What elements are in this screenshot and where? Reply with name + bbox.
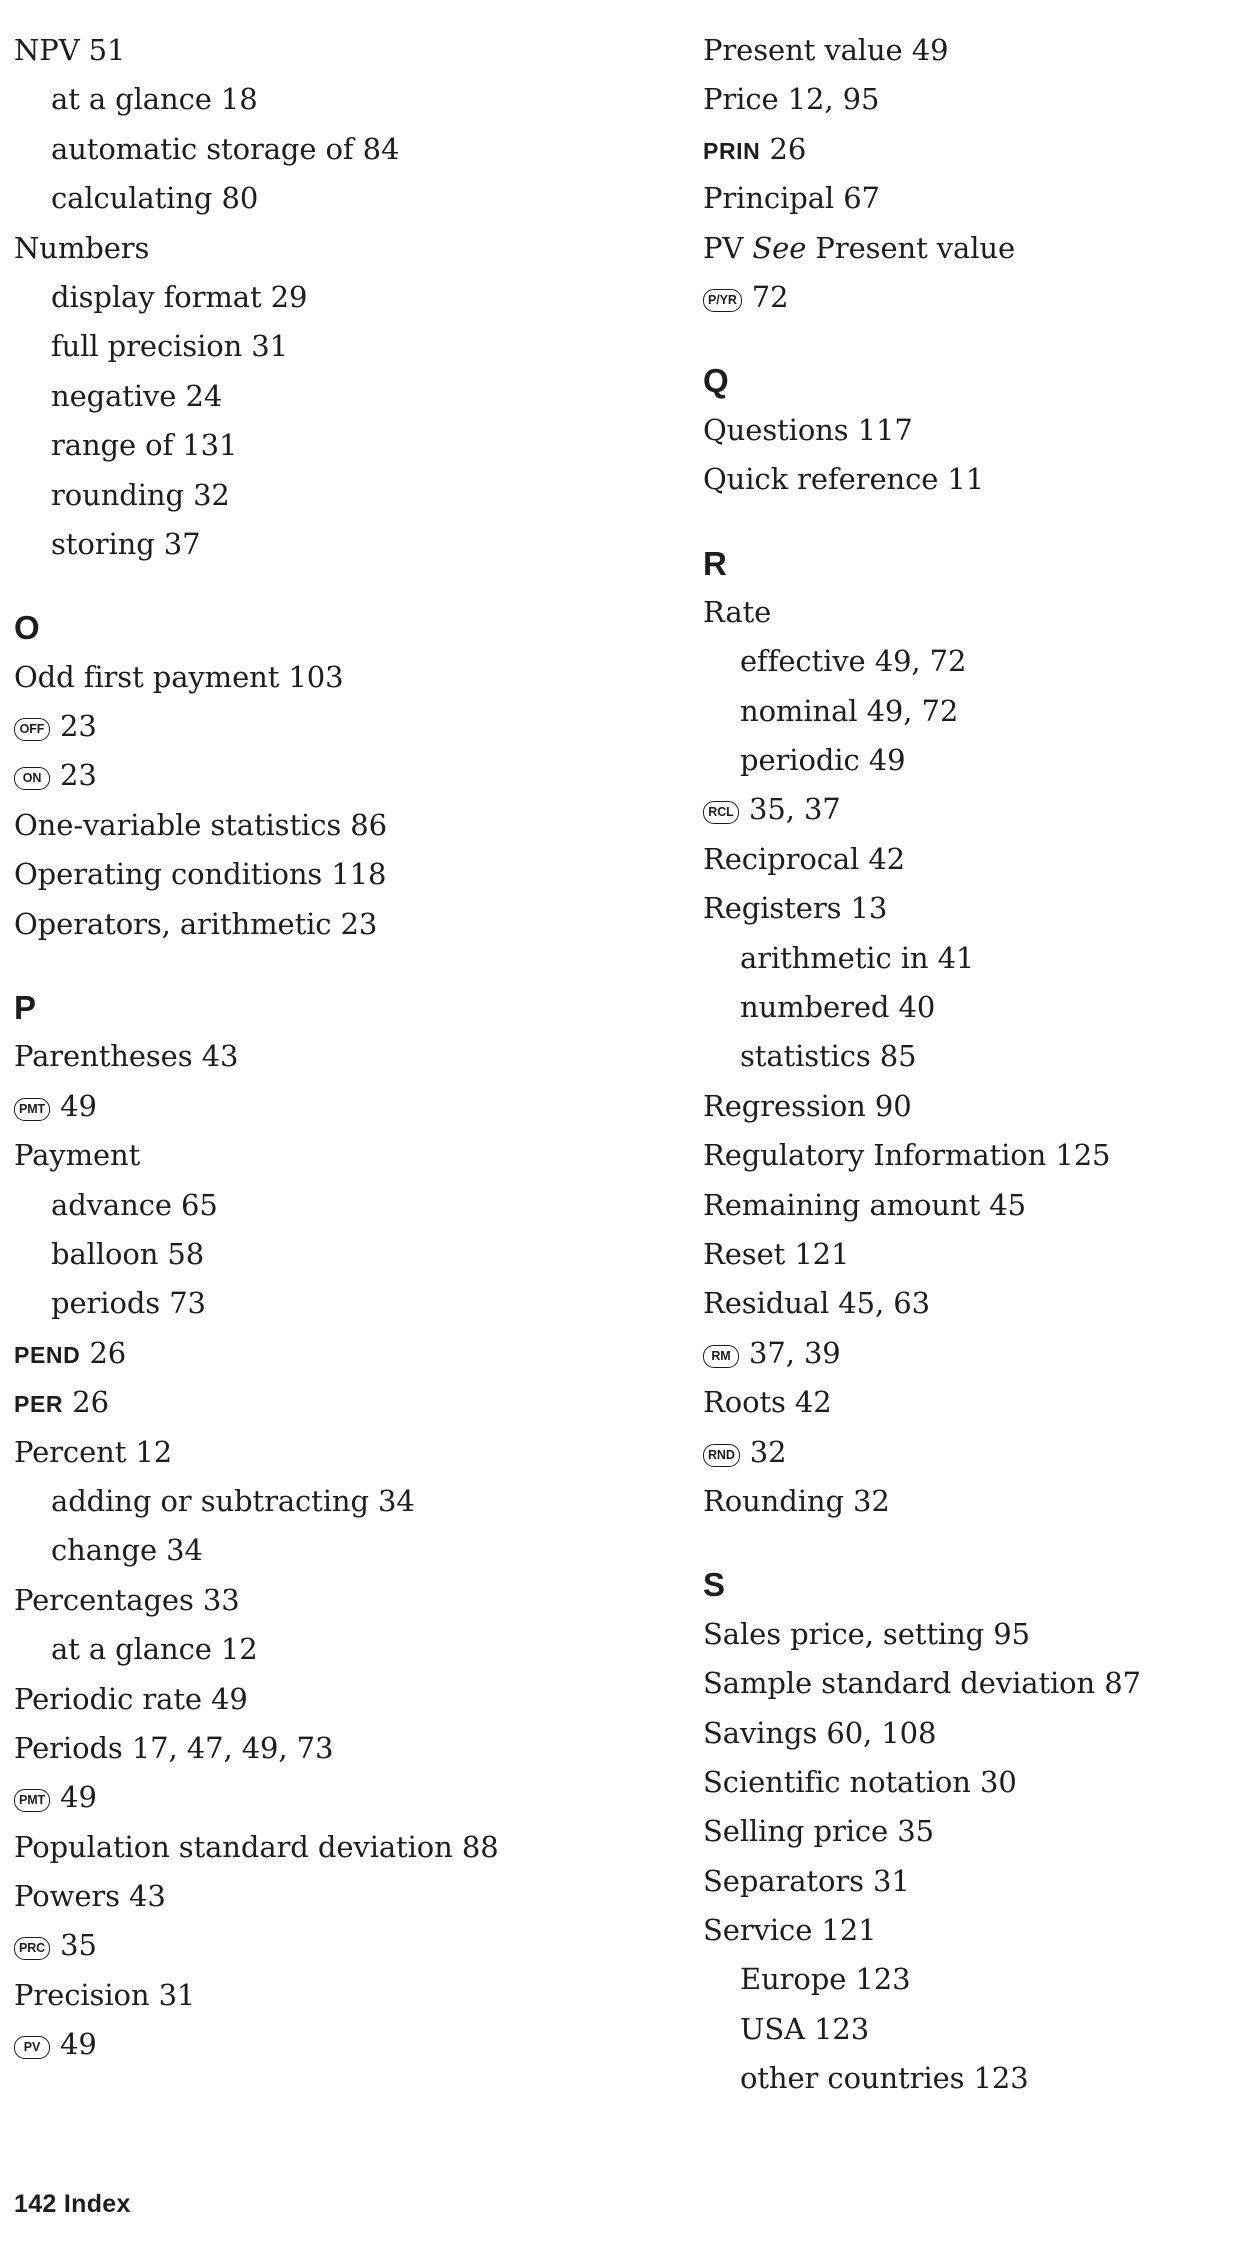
index-entry: Powers 43 [14,1879,166,1914]
index-entry: Service 121 [703,1913,877,1948]
index-page-refs: 26 [769,131,807,166]
index-see-target: Present value [815,230,1016,265]
index-entry-key [703,273,1234,322]
index-term: PV [703,230,744,265]
index-column-right [703,26,1234,2104]
index-page-refs: 26 [89,1335,127,1370]
index-subentry: effective 49, 72 [740,644,967,679]
index-subentry: adding or subtracting 34 [51,1483,415,1518]
index-subentry: rounding 32 [51,477,230,512]
index-entry: Scientific notation 30 [703,1764,1017,1799]
index-letter-heading: S [703,1566,726,1604]
index-entry: Operators, arithmetic 23 [14,906,378,941]
index-subentry: advance 65 [51,1187,218,1222]
index-subentry: Europe 123 [740,1962,911,1997]
index-entry: Principal 67 [703,181,880,216]
index-subentry: periods 73 [51,1286,206,1321]
index-entry-key [703,785,1234,834]
index-page-refs: 49 [60,1780,97,1815]
index-subentry: arithmetic in 41 [740,940,975,975]
index-entry: Residual 45, 63 [703,1286,930,1321]
index-entry: Selling price 35 [703,1814,934,1849]
index-subentry: USA 123 [740,2011,870,2046]
calculator-key-icon: PMT [14,1098,50,1121]
index-entry: Present value 49 [703,33,949,67]
page-footer [14,2190,131,2219]
index-entry: Population standard deviation 88 [14,1829,499,1864]
calculator-key-icon: OFF [14,718,50,741]
index-entry: Parentheses 43 [14,1039,239,1074]
index-entry-key [703,1329,1234,1378]
index-page-refs: 32 [749,1434,787,1469]
index-subentry: automatic storage of 84 [51,131,400,166]
index-entry: NPV 51 [14,33,126,67]
index-entry: Sales price, setting 95 [703,1616,1030,1651]
index-keyword: PRIN [703,137,761,164]
index-subentry: range of 131 [51,428,238,463]
index-entry: Operating conditions 118 [14,857,387,892]
index-subentry: change 34 [51,1533,203,1568]
calculator-key-icon: ON [14,767,50,790]
index-letter-heading: P [14,989,37,1027]
page-number: 142 [14,2190,57,2218]
calculator-key-icon: RCL [703,801,739,824]
index-subentry: at a glance 12 [51,1632,258,1667]
index-entry: Rate [703,594,772,629]
index-entry: Price 12, 95 [703,82,880,117]
index-subentry: balloon 58 [51,1236,205,1271]
index-keyword: PEND [14,1341,81,1368]
index-entry: Periods 17, 47, 49, 73 [14,1730,334,1765]
index-subentry: at a glance 18 [51,82,258,117]
index-entry-key [14,702,674,751]
index-entry-keyword [14,1378,674,1427]
calculator-key-icon: PRC [14,1937,50,1960]
index-page-refs: 35 [60,1928,97,1963]
index-entry: Registers 13 [703,891,888,926]
index-column-left [14,26,674,2070]
index-subentry: nominal 49, 72 [740,693,959,728]
index-entry-key [14,1921,674,1970]
index-entry-key [14,2020,674,2069]
index-letter-heading: O [14,609,41,647]
index-entry: Questions 117 [703,412,913,447]
index-subentry: calculating 80 [51,181,259,216]
index-subentry: negative 24 [51,378,223,413]
index-subentry: storing 37 [51,526,201,561]
index-page-refs: 23 [60,758,97,793]
index-subentry: display format 29 [51,279,308,314]
index-entry: Savings 60, 108 [703,1715,937,1750]
index-entry: One-variable statistics 86 [14,807,387,842]
index-entry-key [14,751,674,800]
index-entry: Rounding 32 [703,1483,890,1518]
index-entry: Quick reference 11 [703,462,985,497]
index-entry-key [703,1428,1234,1477]
index-entry-key [14,1773,674,1822]
calculator-key-icon: P/YR [703,289,742,312]
index-page-refs: 26 [72,1385,109,1420]
index-page-refs: 35, 37 [749,792,841,827]
index-entry: Precision 31 [14,1977,196,2012]
footer-section-title: Index [63,2190,131,2218]
index-entry: Regression 90 [703,1088,912,1123]
index-entry: Odd first payment 103 [14,659,344,694]
index-subentry: full precision 31 [51,329,288,364]
index-entry: Separators 31 [703,1863,910,1898]
index-entry: Reset 121 [703,1236,850,1271]
index-entry: Percentages 33 [14,1582,240,1617]
index-keyword: PER [14,1391,64,1418]
index-entry-see [703,224,1234,273]
index-page-refs: 72 [751,279,789,314]
index-entry-key [14,1082,674,1131]
index-entry: Remaining amount 45 [703,1187,1026,1222]
index-page-refs: 37, 39 [749,1335,841,1370]
index-subentry: periodic 49 [740,743,906,778]
index-entry: Reciprocal 42 [703,841,906,876]
index-entry: Roots 42 [703,1385,832,1420]
index-entry: Sample standard deviation 87 [703,1666,1141,1701]
index-letter-heading: R [703,544,728,582]
index-entry-keyword [14,1329,674,1378]
index-entry: Regulatory Information 125 [703,1138,1111,1173]
calculator-key-icon: RND [703,1444,740,1467]
index-see-label: See [752,230,807,265]
index-letter-heading: Q [703,362,730,400]
index-entry: Payment [14,1138,141,1173]
index-entry: Periodic rate 49 [14,1681,248,1716]
calculator-key-icon: PMT [14,1789,50,1812]
index-page-refs: 23 [60,709,97,744]
index-page-refs: 49 [60,2027,97,2062]
index-subentry: statistics 85 [740,1039,917,1074]
index-entry-keyword [703,125,1234,174]
index-page-refs: 49 [60,1088,97,1123]
index-subentry: other countries 123 [740,2061,1029,2096]
index-subentry: numbered 40 [740,990,936,1025]
calculator-key-icon: PV [14,2036,50,2059]
index-entry: Numbers [14,230,150,265]
calculator-key-icon: RM [703,1345,739,1368]
index-entry: Percent 12 [14,1434,173,1469]
